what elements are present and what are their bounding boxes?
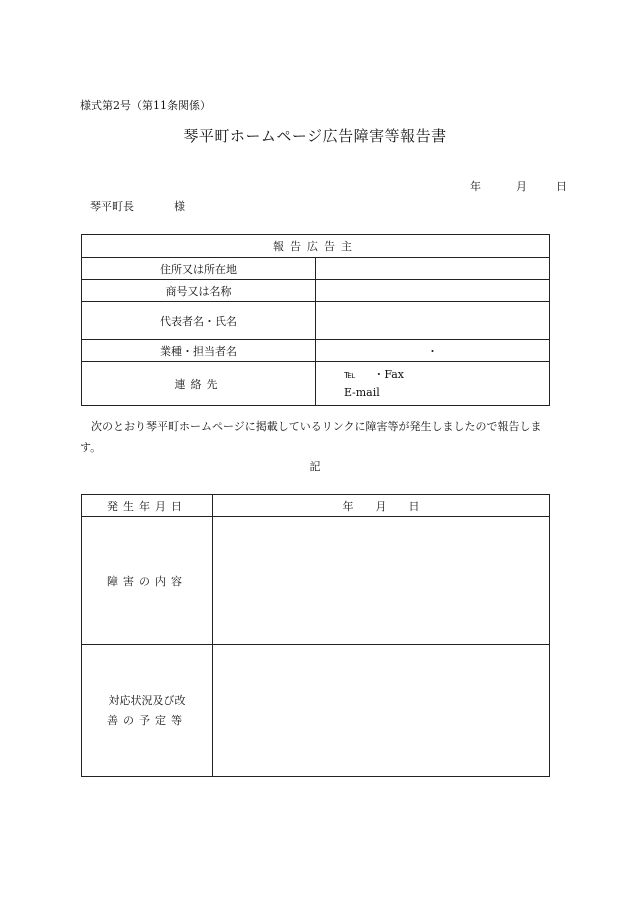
field-occurrence-date[interactable]: 年 月 日: [213, 495, 550, 517]
addressee-honorific: 様: [174, 200, 185, 213]
ki-heading: 記: [309, 460, 321, 473]
date-month: 月: [516, 180, 527, 193]
label-incident-details: 障害の内容: [82, 517, 213, 645]
table-row: [82, 258, 550, 280]
advertiser-table: [81, 234, 550, 406]
field-contact[interactable]: [316, 362, 550, 406]
table-row: [82, 340, 550, 362]
field-representative[interactable]: [316, 302, 550, 340]
table-row: [82, 302, 550, 340]
label-response-plan-line2: 善の予定等: [107, 713, 187, 727]
label-response-plan-line1: 対応状況及び改: [108, 693, 186, 707]
label-response-plan: [82, 645, 213, 777]
label-address: 住所又は所在地: [82, 258, 316, 280]
document-title: 琴平町ホームページ広告障害等報告書: [183, 127, 447, 145]
date-line: [470, 178, 567, 194]
tel-label: ℡: [344, 367, 356, 381]
table-row: [82, 517, 550, 645]
addressee-name: 琴平町長: [90, 200, 134, 213]
fax-label: ・Fax: [373, 367, 404, 381]
table-row: [82, 362, 550, 406]
label-occurrence-date: 発生年月日: [82, 495, 213, 517]
notice-text: 次のとおり琴平町ホームページに掲載しているリンクに障害等が発生しましたので報告します。: [80, 420, 542, 454]
label-representative: 代表者名・氏名: [82, 302, 316, 340]
field-industry-contact-person[interactable]: ・: [316, 340, 550, 362]
incident-table: [81, 494, 550, 777]
table-row: [82, 495, 550, 517]
date-day: 日: [556, 180, 567, 193]
field-incident-details[interactable]: [213, 517, 550, 645]
label-contact: 連絡先: [82, 362, 316, 406]
label-company-name: 商号又は名称: [82, 280, 316, 302]
table-row: [82, 280, 550, 302]
addressee: [90, 198, 185, 214]
form-number: 様式第2号（第11条関係）: [80, 99, 211, 112]
field-address[interactable]: [316, 258, 550, 280]
advertiser-table-header: 報告広告主: [82, 235, 550, 258]
field-company-name[interactable]: [316, 280, 550, 302]
table-row: [82, 645, 550, 777]
email-label: E‐mail: [344, 385, 380, 399]
field-response-plan[interactable]: [213, 645, 550, 777]
label-industry-contact-person: 業種・担当者名: [82, 340, 316, 362]
date-year: 年: [470, 180, 481, 193]
